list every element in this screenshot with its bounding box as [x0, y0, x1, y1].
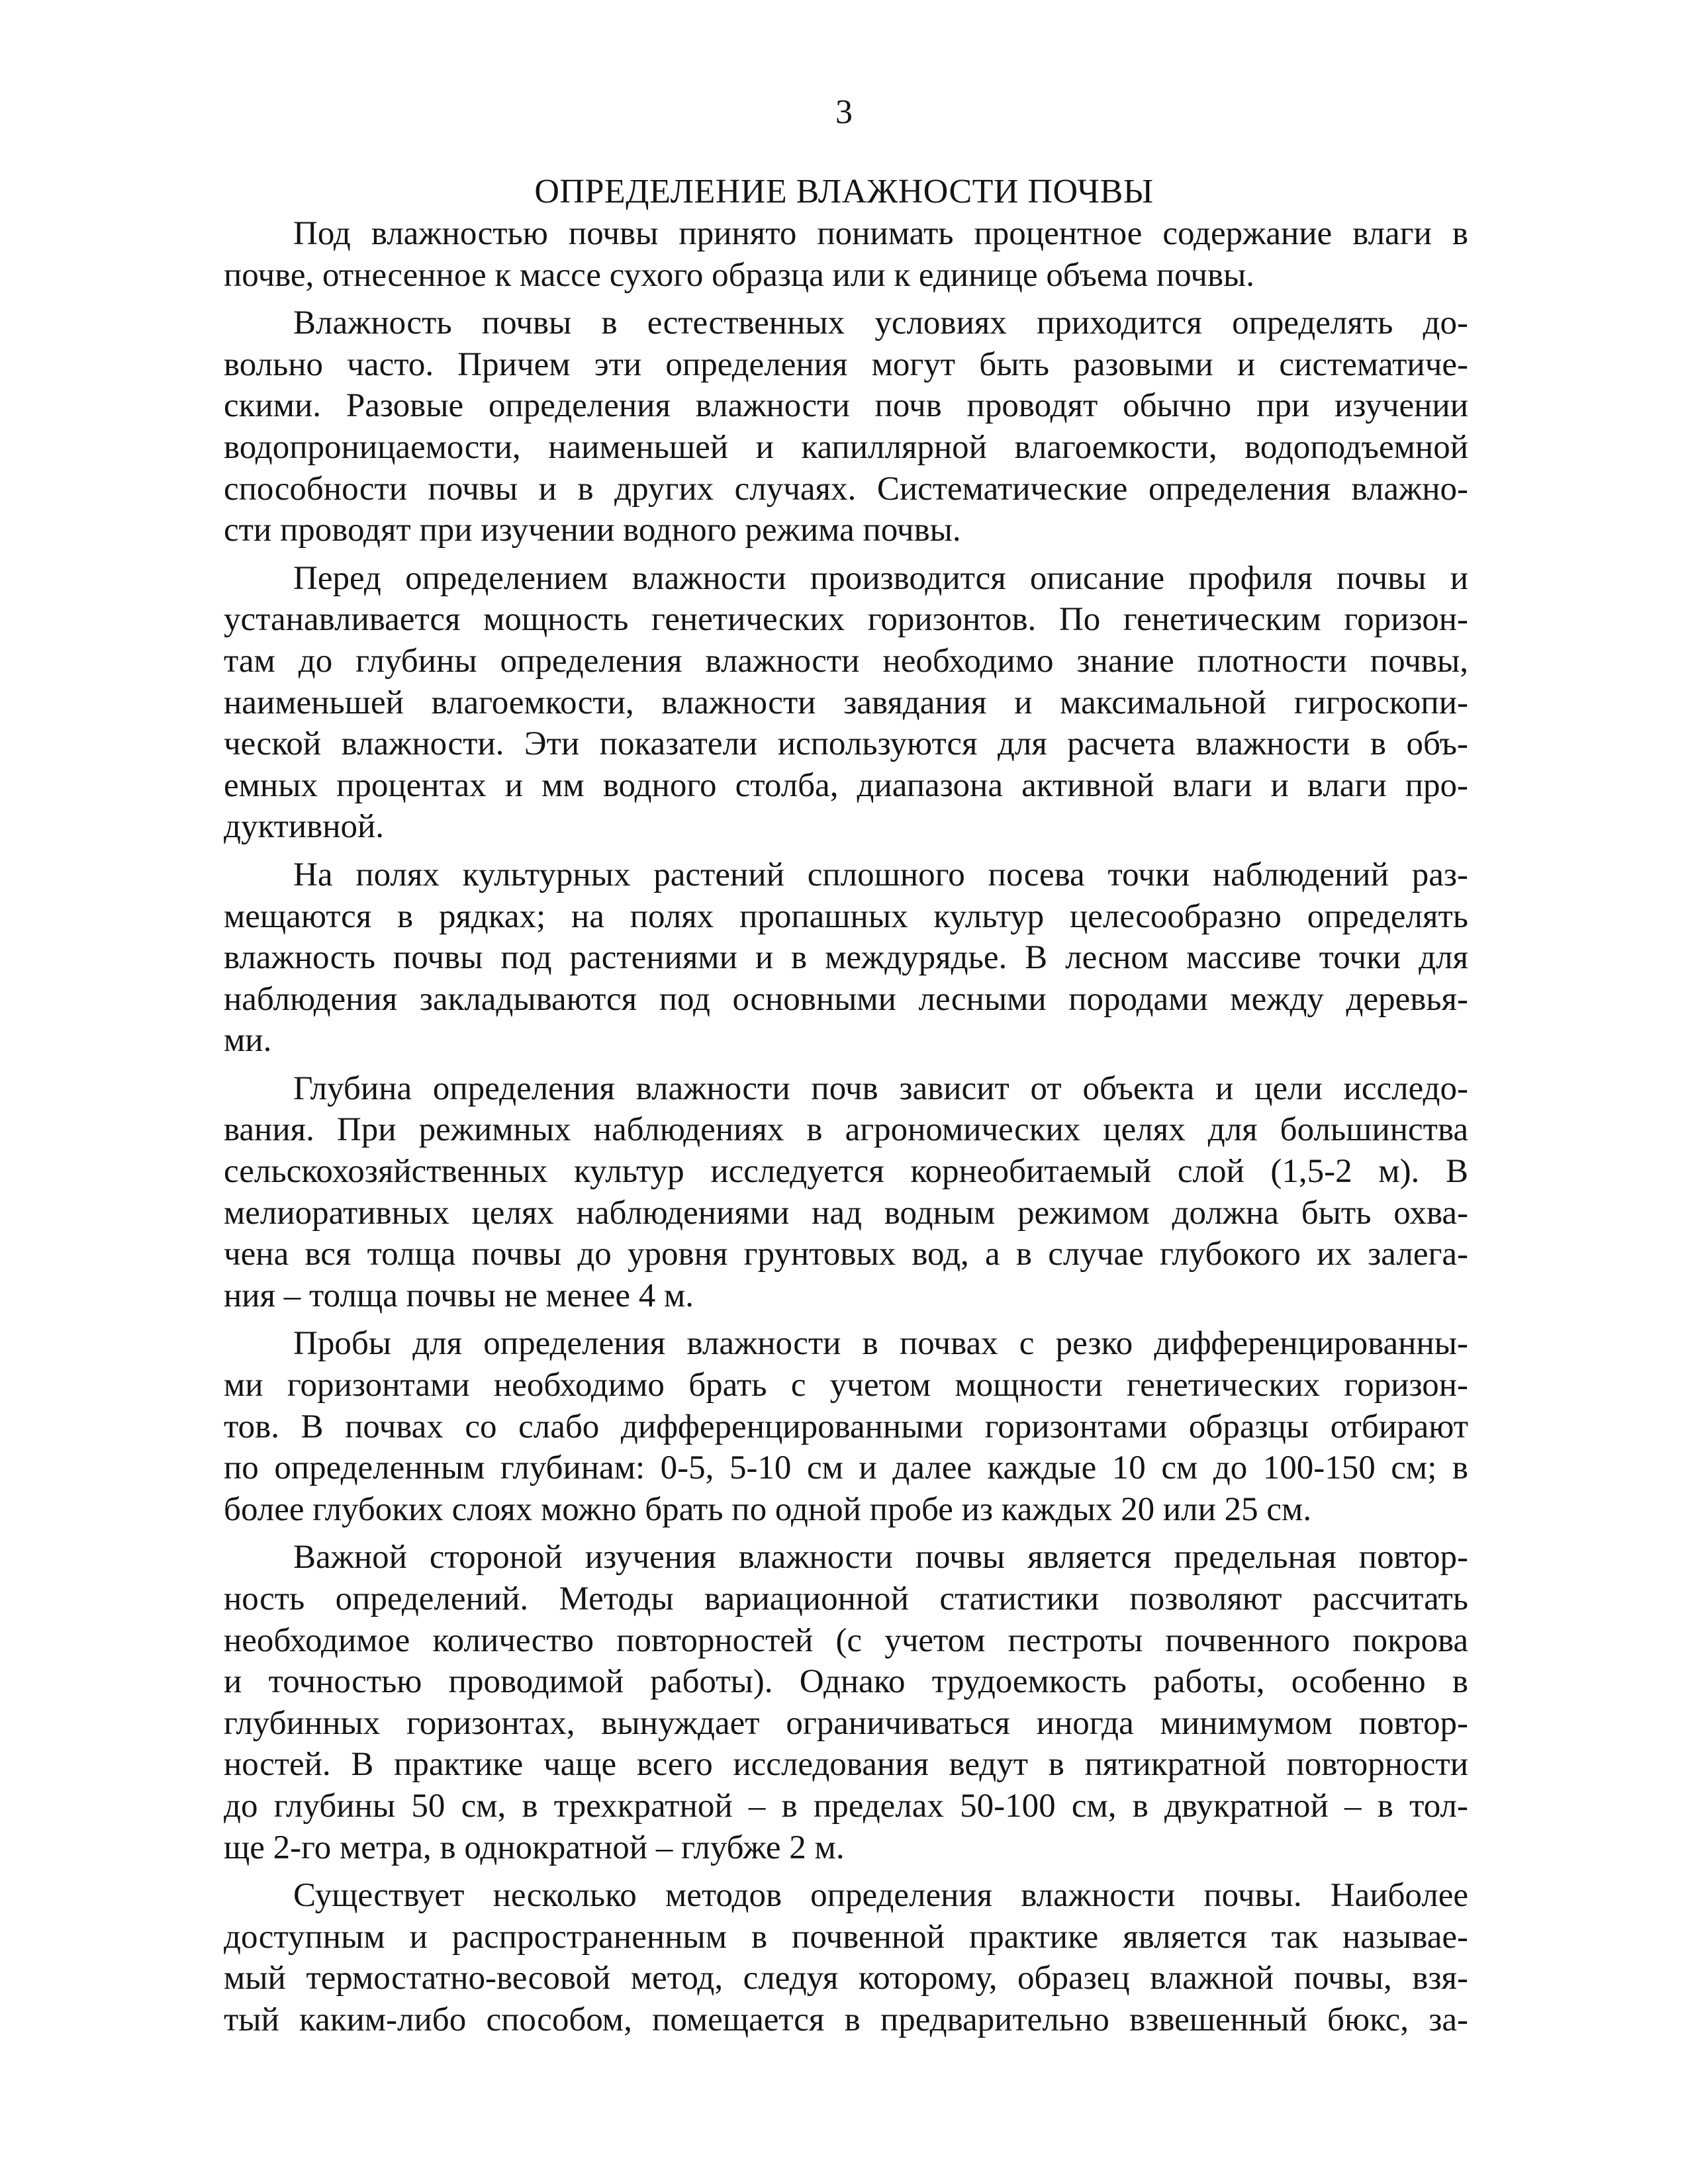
text-line: Существует несколько методов определения влажности почвы. Наиболее: [293, 1877, 1468, 1915]
text-line: вания. При режимных наблюдениях в агрономических целях для большинства: [224, 1111, 1468, 1149]
text-line: ми.: [224, 1022, 272, 1060]
text-line: скими. Разовые определения влажности почв проводят обычно при изучении: [224, 387, 1468, 425]
text-line: ностей. В практике чаще всего исследования ведут в пятикратной повторности: [224, 1746, 1468, 1784]
text-line: наблюдения закладываются под основными лесными породами между деревья-: [224, 980, 1468, 1018]
text-line: ность определений. Методы вариационной статистики позволяют рассчитать: [224, 1580, 1468, 1617]
text-line: и точностью проводимой работы). Однако трудоемкость работы, особенно в: [224, 1663, 1468, 1701]
text-line: Влажность почвы в естественных условиях приходится определять до-: [293, 304, 1468, 342]
text-line: до глубины 50 см, в трехкратной – в пределах 50-100 см, в двукратной – в тол-: [224, 1787, 1468, 1825]
text-line: Перед определением влажности производится описание профиля почвы и: [293, 559, 1468, 597]
text-line: устанавливается мощность генетических горизонтов. По генетическим горизон-: [224, 601, 1468, 639]
text-line: вольно часто. Причем эти определения могут быть разовыми и систематиче-: [224, 345, 1468, 383]
text-line: емных процентах и мм водного столба, диапазона активной влаги и влаги про-: [224, 766, 1468, 804]
body-text: [224, 213, 1468, 2048]
paragraph: [224, 1323, 1468, 1530]
text-line: Важной стороной изучения влажности почвы является предельная повтор-: [293, 1539, 1468, 1576]
text-line: там до глубины определения влажности необходимо знание плотности почвы,: [224, 642, 1468, 680]
paragraph: [224, 854, 1468, 1062]
text-line: Под влажностью почвы принято понимать процентное содержание влаги в: [293, 215, 1468, 252]
paragraph: [224, 1068, 1468, 1317]
text-line: способности почвы и в других случаях. Систематические определения влажно-: [224, 470, 1468, 508]
page-title: ОПРЕДЕЛЕНИЕ ВЛАЖНОСТИ ПОЧВЫ: [534, 173, 1154, 210]
text-line: мелиоративных целях наблюдениями над водным режимом должна быть охва-: [224, 1194, 1468, 1232]
text-line: водопроницаемости, наименьшей и капиллярной влагоемкости, водоподъемной: [224, 428, 1468, 466]
text-line: доступным и распространенным в почвенной практике является так называе-: [224, 1918, 1468, 1956]
text-line: более глубоких слоях можно брать по одной пробе из каждых 20 или 25 см.: [224, 1490, 1312, 1528]
text-line: мый термостатно-весовой метод, следуя которому, образец влажной почвы, взя-: [224, 1960, 1468, 1997]
text-line: дуктивной.: [224, 808, 385, 846]
text-line: влажность почвы под растениями и в междурядье. В лесном массиве точки для: [224, 939, 1468, 977]
text-line: сти проводят при изучении водного режима почвы.: [224, 512, 961, 549]
text-line: почве, отнесенное к массе сухого образца или к единице объема почвы.: [224, 256, 1255, 294]
paragraph: [224, 558, 1468, 848]
paragraph: [224, 1537, 1468, 1868]
text-line: тов. В почвах со слабо дифференцированными горизонтами образцы отбирают: [224, 1408, 1468, 1445]
text-line: ми горизонтами необходимо брать с учетом мощности генетических горизон-: [224, 1367, 1468, 1404]
text-line: необходимое количество повторностей (с учетом пестроты почвенного покрова: [224, 1621, 1468, 1659]
text-line: чена вся толща почвы до уровня грунтовых вод, а в случае глубокого их залега-: [224, 1236, 1468, 1273]
text-line: Глубина определения влажности почв зависит от объекта и цели исследо-: [293, 1069, 1468, 1107]
page-number: 3: [835, 93, 853, 131]
paragraph: [224, 302, 1468, 551]
text-line: ния – толща почвы не менее 4 м.: [224, 1277, 694, 1314]
text-line: глубинных горизонтах, вынуждает ограничиваться иногда минимумом повтор-: [224, 1704, 1468, 1742]
text-line: тый каким-либо способом, помещается в предварительно взвешенный бюкс, за-: [224, 2001, 1468, 2038]
paragraph: [224, 213, 1468, 296]
text-line: наименьшей влагоемкости, влажности завядания и максимальной гигроскопи-: [224, 684, 1468, 721]
text-line: сельскохозяйственных культур исследуется корнеобитаемый слой (1,5-2 м). В: [224, 1153, 1468, 1191]
paragraph: [224, 1875, 1468, 2040]
text-line: ще 2-го метра, в однократной – глубже 2 м.: [224, 1829, 845, 1866]
text-line: Пробы для определения влажности в почвах с резко дифференцированны-: [293, 1325, 1468, 1363]
text-line: по определенным глубинам: 0-5, 5-10 см и далее каждые 10 см до 100-150 см; в: [224, 1449, 1468, 1487]
text-line: мещаются в рядках; на полях пропашных культур целесообразно определять: [224, 897, 1468, 935]
text-line: На полях культурных растений сплошного посева точки наблюдений раз-: [293, 856, 1468, 893]
text-line: ческой влажности. Эти показатели используются для расчета влажности в объ-: [224, 725, 1468, 763]
